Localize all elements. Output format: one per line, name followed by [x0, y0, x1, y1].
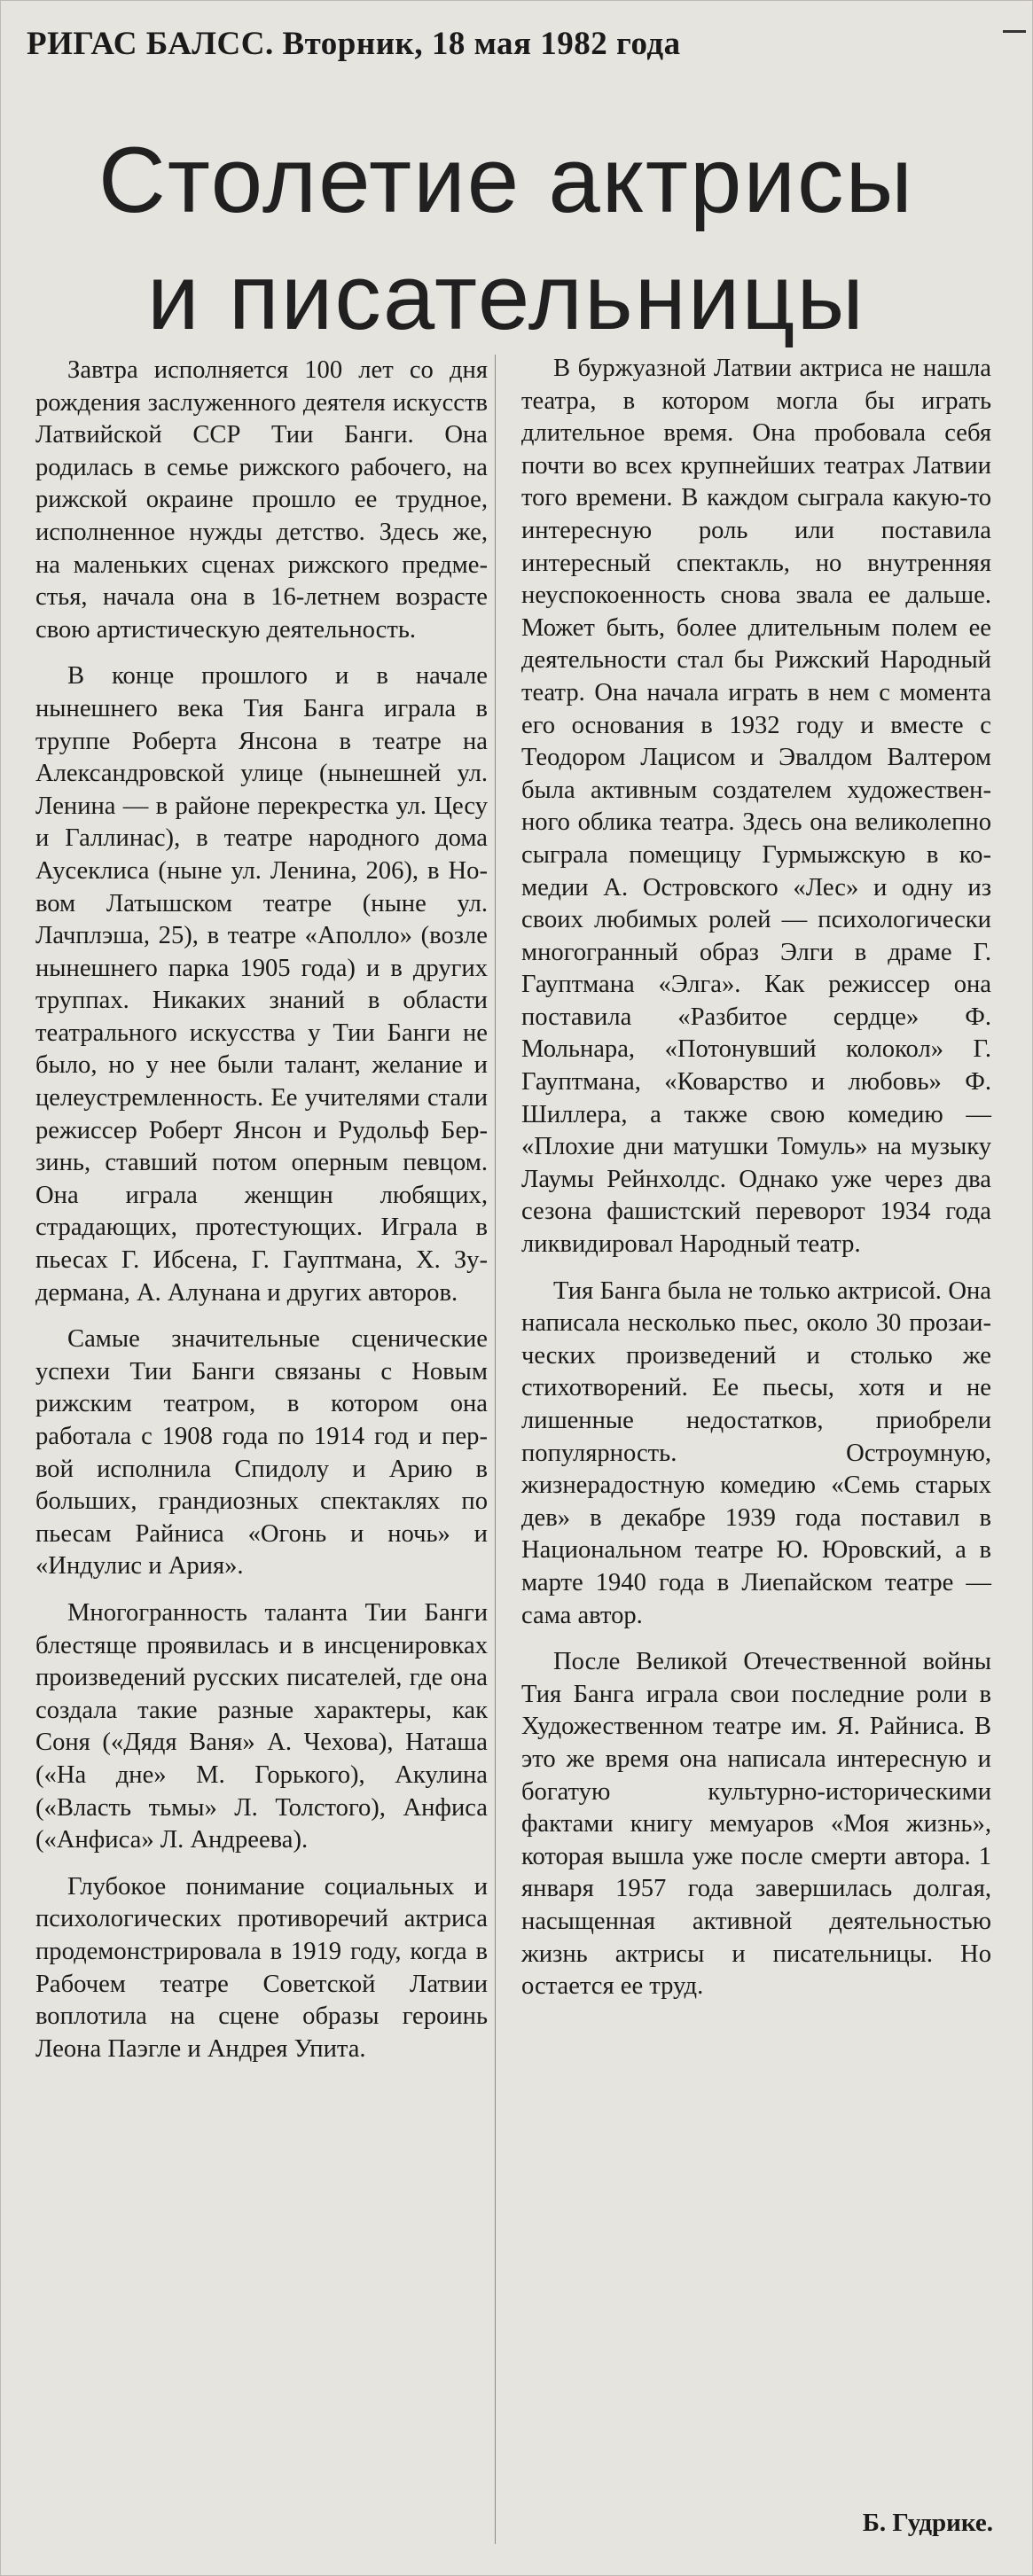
paragraph-4: Многогранность таланта Тии Банги блестяще проявилась и в инсценировках произведений русских писателей, где она создала такие разные характеры, как Соня («Дядя Ваня» А. Чехова), Наташа («На дне» М. Горького), Акулина («Власть тьмы» Л. Толстого), Анфиса («Анфиса» Л. Андреева).	[35, 1598, 488, 1854]
article-column-left	[35, 355, 488, 2065]
paragraph-8: После Великой Отечественной войны Тия Банга играла свои последние роли в Художественном театре им. Я. Райниса. В это же время она написала интересную и богатую культурно-историческими фактами книгу мемуаров «Моя жизнь», которая вышла уже после смерти автора. 1 января 1957 года завершилась долгая, насыщенная активной деятельностью жизнь актрисы и писательницы. Но остается ее труд.	[521, 1648, 991, 2001]
column-divider	[495, 355, 496, 2544]
paragraph-5: Глубокое понимание социальных и психологических противоречий актриса продемонстрировала в 1919 году, когда в Рабочем театре Советской Латвии воплотила на сцене образы героинь Леона Паэгле и Андрея Упита.	[35, 1872, 488, 2063]
headline	[32, 122, 981, 356]
paragraph-3: Самые значительные сценические успехи Тии Банги связаны с Новым рижским театром, в котором она работала с 1908 года по 1914 год и первой исполнила Спидолу и Арию в больших, грандиозных спектаклях по пьесам Райниса «Огонь и ночь» и «Индулис и Ария».	[35, 1325, 488, 1581]
headline-line-2: и писательницы	[147, 246, 865, 349]
paragraph-7: Тия Банга была не только актрисой. Она написала несколько пьес, около 30 прозаических произведений и столько же стихотворений. Ее пьесы, хотя и не лишенные недостатков, приобрели популярность. Остроумную, жизнерадостную комедию «Семь старых дев» в декабре 1939 года поставил в Национальном театре Ю. Юровский, а в марте 1940 года в Лиепайском театре — сама автор.	[521, 1276, 991, 1629]
paragraph-1: Завтра исполняется 100 лет со дня рождения заслуженного деятеля искусств Латвийской ССР Тии Банги. Она родилась в семье рижского рабочего, на рижской окраине прошло ее трудное, исполненное нужды детство. Здесь же, на маленьких сценах рижского предместья, начала она в 16-летнем возрасте свою артистическую деятельность.	[35, 356, 488, 644]
paragraph-2: В конце прошлого и в начале нынешнего века Тия Банга играла в труппе Роберта Янсона в театре на Александровской улице (нынешней ул. Ленина — в районе перекрестка ул. Цесу и Галлинас), в театре народного дома Аусеклиса (ныне ул. Ленина, 206), в Новом Латышском театре (ныне ул. Лачплэша, 25), в театре «Аполло» (возле нынешнего парка 1905 года) и в других труппах. Никаких знаний в области театрального искусства у Тии Банги не было, но у нее были талант, желание и целеустремленность. Ее учителями стали режиссер Роберт Янсон и Рудольф Берзинь, ставший потом оперным певцом. Она играла женщин любящих, страдающих, протестующих. Играла в пьесах Г. Ибсена, Г. Гауптмана, Х. Зудермана, А. Алунана и других авторов.	[35, 662, 488, 1307]
author-signature: Б. Гудрике.	[862, 2509, 993, 2537]
corner-dash	[1003, 30, 1026, 33]
paragraph-6: В буржуазной Латвии актриса не нашла театра, в котором могла бы играть длительное время. Она пробовала себя почти во всех крупнейших театрах Латвии того времени. В каждом сыграла какую-то интересную роль или поставила интересный спектакль, но внутренняя неуспокоенность снова звала ее дальше. Может быть, более длительным полем ее деятельности стал бы Рижский Народный театр. Она начала играть в нем с момента его основания в 1932 году и вместе с Теодором Лацисом и Эвалдом Валтером была активным создателем художественного облика театра. Здесь она великолепно сыграла помещицу Гурмыжскую в комедии А. Островского «Лес» и одну из своих любимых ролей — психологически многогранный образ Элги в драме Г. Гауптмана «Элга». Как режиссер она поставила «Разбитое сердце» Ф. Мольнара, «Потонувший колокол» Г. Гауптмана, «Коварство и любовь» Ф. Шиллера, а также свою комедию — «Плохие дни матушки Томуль» на музыку Лаумы Рейнхолдс. Однако уже через два сезона фашистский переворот 1934 года ликвидировал Народный театр.	[521, 355, 991, 1259]
headline-line-1: Столетие актрисы	[98, 129, 914, 232]
article-column-right	[521, 353, 991, 2003]
masthead: РИГАС БАЛСС. Вторник, 18 мая 1982 года	[27, 26, 681, 62]
